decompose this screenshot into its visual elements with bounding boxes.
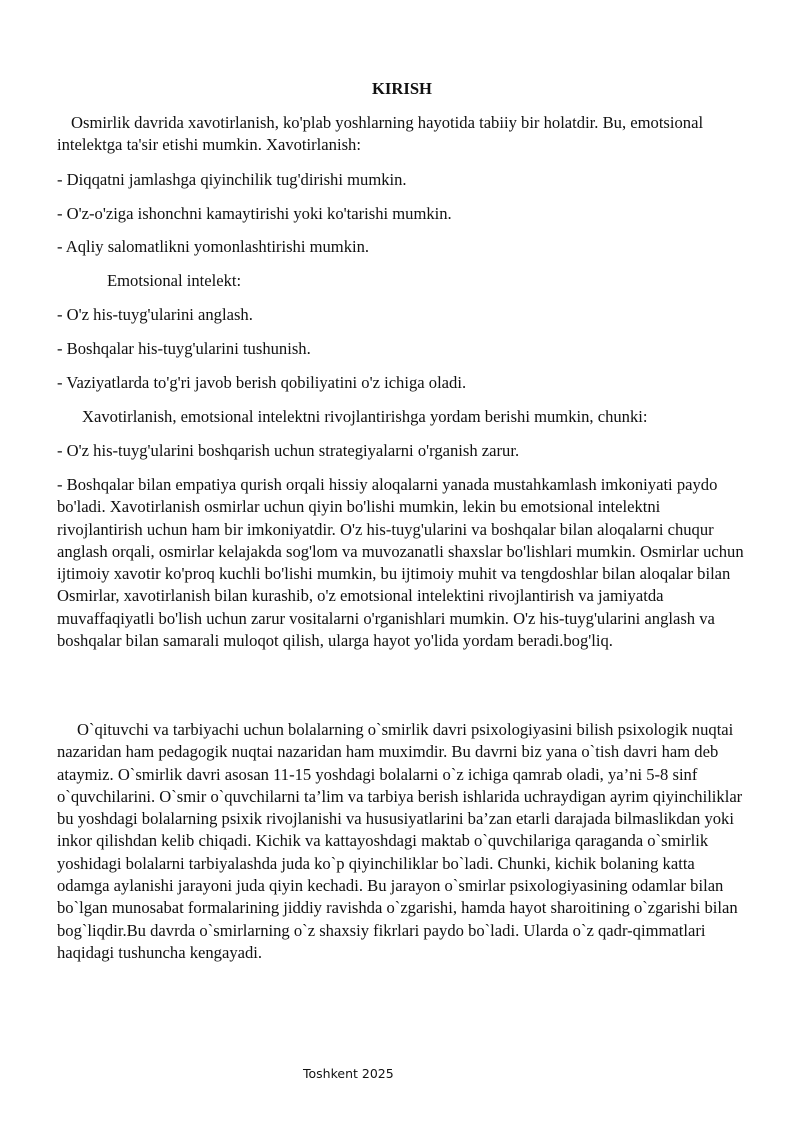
body-paragraph: - Boshqalar bilan empatiya qurish orqali hissiy aloqalarni yanada mustahkamlash imkoniyati paydo bo'ladi. Xavotirlanish osmirlar uchun qiyin bo'lishi mumkin, lekin bu emotsional intelektni rivojlantirish uchun ham bir imkoniyatdir. O'z his-tuyg'ularini va boshqalar bilan aloqalarni chuqur anglash orqali, osmirlar kelajakda sog'lom va muvozanatli shaxslar bo'lishlari mumkin. Osmirlar uchun ijtimoiy xavotir ko'proq kuchli bo'lishi mumkin, bu ijtimoiy muhit va tengdoshlar bilan aloqalar bilan Osmirlar, xavotirlanish bilan kurashib, o'z emotsional intelektini rivojlantirish va jamiyatda muvaffaqiyatli bo'lish uchun zarur vositalarni o'rganishlari mumkin. O'z his-tuyg'ularini anglash va boshqalar bilan samarali muloqot qilish, ularga hayot yo'lida yordam beradi.bog'liq. (57, 475, 744, 651)
footer-location-year: Toshkent 2025 (303, 1066, 394, 1081)
section-label: Emotsional intelekt: (107, 271, 242, 290)
intro-paragraph: Osmirlik davrida xavotirlanish, ko'plab yoshlarning hayotida tabiiy bir holatdir. Bu, emotsional intelektga ta'sir etishi mumkin. Xavotirlanish: (57, 113, 704, 155)
list-item: - Diqqatni jamlashga qiyinchilik tug'dirishi mumkin. (57, 170, 407, 189)
section-label: Xavotirlanish, emotsional intelektni rivojlantirishga yordam berishi mumkin, chunki: (82, 407, 648, 426)
list-item: - O'z-o'ziga ishonchni kamaytirishi yoki ko'tarishi mumkin. (57, 204, 452, 223)
page-title: KIRISH (372, 79, 432, 98)
list-item: - Aqliy salomatlikni yomonlashtirishi mumkin. (57, 237, 370, 256)
body-paragraph: O`qituvchi va tarbiyachi uchun bolalarning o`smirlik davri psixologiyasini bilish psixologik nuqtai nazaridan ham pedagogik nuqtai nazaridan ham muximdir. Bu davrni biz yana o`tish davri ham deb ataymiz. O`smirlik davri asosan 11-15 yoshdagi bolalarni o`z ichiga qamrab oladi, ya’ni 5-8 sinf o`quvchilarini. O`smir o`quvchilarni ta’lim va tarbiya berish ishlarida uchraydigan ayrim qiyinchiliklar bu yoshdagi bolalarning psixik rivojlanishi va hususiyatlarini ba’zan etarli darajada bilmaslikdan yoki inkor qilishdan kelib chiqadi. Kichik va kattayoshdagi maktab o`quvchilariga qaraganda o`smirlik yoshidagi bolalarni tarbiyalashda juda ko`p qiyinchiliklar bo`ladi. Chunki, kichik bolaning katta odamga aylanishi jarayoni juda qiyin kechadi. Bu jarayon o`smirlar psixologiyasining odamlar bilan bo`lgan munosabat formalarining jiddiy ravishda o`zgarishi, hamda hayot sharoitining o`zgarishi bilan bog`liqdir.Bu davrda o`smirlarning o`z shaxsiy fikrlari paydo bo`ladi. Ularda o`z qadr-qimmatlari haqidagi tushuncha kengayadi. (57, 720, 743, 962)
list-item: - O'z his-tuyg'ularini boshqarish uchun strategiyalarni o'rganish zarur. (57, 441, 520, 460)
list-item: - Vaziyatlarda to'g'ri javob berish qobiliyatini o'z ichiga oladi. (57, 373, 467, 392)
list-item: - O'z his-tuyg'ularini anglash. (57, 305, 253, 324)
list-item: - Boshqalar his-tuyg'ularini tushunish. (57, 339, 311, 358)
